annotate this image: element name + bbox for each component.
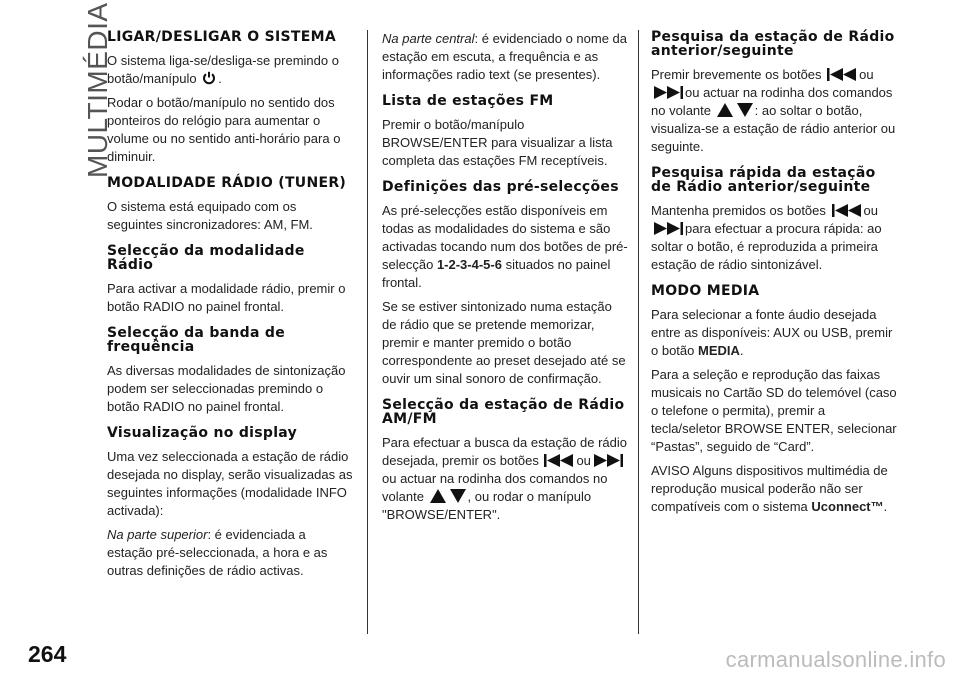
- heading-definicoes-preseleccoes: Definições das pré-selecções: [382, 179, 619, 195]
- heading-modo-media: MODO MEDIA: [651, 283, 760, 299]
- paragraph: O sistema está equipado com os seguintes sincronizadores: AM, FM.: [107, 199, 313, 232]
- paragraph: [651, 202, 897, 274]
- paragraph: [382, 30, 628, 84]
- paragraph: [382, 434, 628, 524]
- heading-seleccao-banda: Selecção da banda de frequência: [107, 325, 286, 355]
- heading-visualizacao-display: Visualização no display: [107, 425, 298, 441]
- paragraph: [651, 66, 897, 156]
- section-side-title: [52, 2, 113, 208]
- text: As pré-selecções estão disponíveis em todas as modalidades do sistema e são activadas tocando num dos botões de pré-selecção: [382, 203, 628, 272]
- text-bold: 1-2-3-4-5-6: [436, 257, 502, 272]
- text: para efectuar a procura rápida: ao soltar o botão, é reproduzida a primeira estação de rádio sintonizável.: [651, 221, 882, 272]
- column-2: [382, 30, 628, 530]
- heading-pesquisa-estacao: Pesquisa da estação de Rádio anterior/seguinte: [651, 29, 895, 59]
- up-down-arrows-icon: [717, 103, 753, 117]
- text: ou actuar na rodinha dos comandos no volante: [651, 85, 893, 118]
- text: Para selecionar a fonte áudio desejada entre as disponíveis: AUX ou USB, premir o botão: [651, 307, 893, 358]
- paragraph: Uma vez seleccionada a estação de rádio desejada no display, serão visualizadas as seguintes informações (modalidade INFO activada):: [107, 449, 353, 518]
- column-divider: [367, 30, 368, 634]
- heading-pesquisa-rapida: Pesquisa rápida da estação de Rádio anterior/seguinte: [651, 165, 876, 195]
- text: ou actuar na rodinha dos comandos no volante: [382, 471, 608, 504]
- paragraph: [651, 462, 897, 516]
- text-italic: Na parte superior: [107, 527, 208, 542]
- column-1: [107, 30, 353, 586]
- text: ou: [576, 453, 591, 468]
- next-track-icon: [653, 86, 683, 99]
- heading-seleccao-modalidade: Selecção da modalidade Rádio: [107, 243, 305, 273]
- text: AVISO Alguns dispositivos multimédia de reprodução musical poderão não ser compatíveis com o sistema: [651, 463, 888, 514]
- text-italic: Na parte central: [382, 31, 475, 46]
- text: Premir brevemente os botões: [651, 67, 822, 82]
- text: ou: [859, 67, 874, 82]
- power-icon: [202, 71, 216, 85]
- previous-track-icon: [544, 454, 574, 467]
- page-number: 264: [28, 641, 67, 667]
- next-track-icon: [653, 222, 683, 235]
- text: ou: [863, 203, 878, 218]
- text: .: [218, 71, 222, 86]
- text-bold: Uconnect™: [811, 499, 884, 514]
- paragraph: As diversas modalidades de sintonização podem ser seleccionadas premindo o botão RADIO no painel frontal.: [107, 363, 346, 414]
- text: : é evidenciado o nome da estação em escuta, a frequência e as informações radio text (se presentes).: [382, 31, 627, 82]
- watermark: carmanualsonline.info: [725, 647, 946, 672]
- text: situados no painel frontal.: [382, 257, 611, 290]
- previous-track-icon: [832, 204, 862, 217]
- text: .: [883, 499, 888, 514]
- heading-ligar-desligar: LIGAR/DESLIGAR O SISTEMA: [107, 29, 336, 45]
- heading-lista-estacoes: Lista de estações FM: [382, 93, 554, 109]
- text-bold: MEDIA: [698, 343, 740, 358]
- paragraph: [651, 306, 897, 360]
- paragraph: Premir o botão/manípulo BROWSE/ENTER para visualizar a lista completa das estações FM receptíveis.: [382, 117, 613, 168]
- text: Para efectuar a busca da estação de rádio desejada, premir os botões: [382, 435, 627, 468]
- text: : ao soltar o botão, visualiza-se a estação de rádio anterior ou seguinte.: [651, 103, 896, 154]
- paragraph: [382, 202, 628, 292]
- text: : é evidenciada a estação pré-seleccionada, a hora e as outras definições de rádio activas.: [107, 527, 328, 578]
- section-title-text: MULTIMÉDIA: [82, 2, 113, 178]
- column-3: [651, 30, 897, 522]
- previous-track-icon: [827, 68, 857, 81]
- paragraph: Rodar o botão/manípulo no sentido dos ponteiros do relógio para aumentar o volume ou no sentido anti-horário para o diminuir.: [107, 95, 341, 164]
- paragraph: Para activar a modalidade rádio, premir o botão RADIO no painel frontal.: [107, 281, 346, 314]
- paragraph: [107, 52, 353, 88]
- heading-modalidade-radio: MODALIDADE RÁDIO (TUNER): [107, 175, 347, 191]
- text: O sistema liga-se/desliga-se premindo o botão/manípulo: [107, 53, 339, 86]
- text: .: [739, 343, 744, 358]
- paragraph: [107, 526, 353, 580]
- text: Mantenha premidos os botões: [651, 203, 826, 218]
- paragraph: Se se estiver sintonizado numa estação de rádio que se pretende memorizar, premir e manter premido o botão correspondente ao preset desejado até se ouvir um sinal sonoro de confirmação.: [382, 299, 626, 386]
- paragraph: Para a seleção e reprodução das faixas musicais no Cartão SD do telemóvel (caso o telefone o permita), premir a tecla/seletor BROWSE ENTER, selecionar “Pastas”, seguido de “Card”.: [651, 367, 897, 454]
- up-down-arrows-icon: [430, 489, 466, 503]
- column-divider: [638, 30, 639, 634]
- text: , ou rodar o manípulo "BROWSE/ENTER".: [382, 489, 592, 522]
- heading-seleccao-estacao: Selecção da estação de Rádio AM/FM: [382, 397, 625, 427]
- next-track-icon: [593, 454, 623, 467]
